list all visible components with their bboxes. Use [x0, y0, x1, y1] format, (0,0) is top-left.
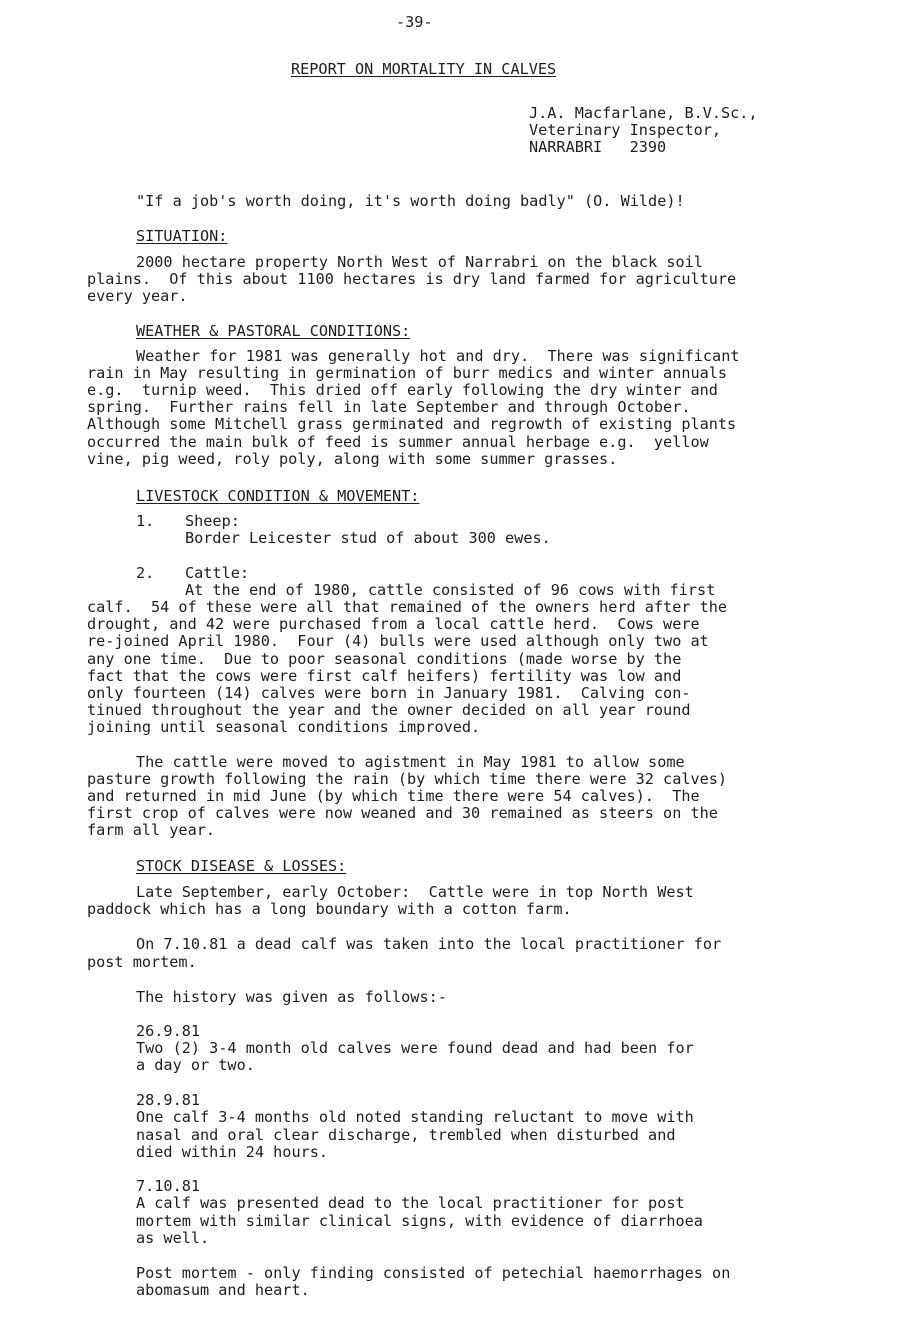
- text-line: vine, pig weed, roly poly, along with some summer grasses.: [87, 450, 618, 468]
- text-line: every year.: [87, 287, 188, 305]
- text-line: paddock which has a long boundary with a cotton farm.: [87, 900, 572, 918]
- text-line: plains. Of this about 1100 hectares is dry land farmed for agriculture: [87, 270, 737, 288]
- text-line: post mortem.: [87, 953, 197, 971]
- cattle-label: Cattle:: [185, 564, 250, 582]
- sheep-text: Border Leicester stud of about 300 ewes.: [185, 529, 551, 547]
- text-line: and returned in mid June (by which time there were 54 calves). The: [87, 787, 700, 805]
- text-line: drought, and 42 were purchased from a local cattle herd. Cows were: [87, 615, 700, 633]
- text-line: The cattle were moved to agistment in May 1981 to allow some: [136, 753, 685, 771]
- text-line: e.g. turnip weed. This dried off early following the dry winter and: [87, 381, 718, 399]
- text-line: tinued throughout the year and the owner decided on all year round: [87, 701, 691, 719]
- text-line: Two (2) 3-4 month old calves were found dead and had been for: [136, 1039, 694, 1057]
- text-line: A calf was presented dead to the local practitioner for post: [136, 1194, 685, 1212]
- text-line: On 7.10.81 a dead calf was taken into the local practitioner for: [136, 935, 722, 953]
- text-line: abomasum and heart.: [136, 1281, 310, 1299]
- text-line: Post mortem - only finding consisted of petechial haemorrhages on: [136, 1264, 731, 1282]
- text-line: re-joined April 1980. Four (4) bulls were used although only two at: [87, 632, 709, 650]
- author-position: Veterinary Inspector,: [529, 121, 722, 139]
- situation-heading: SITUATION:: [136, 227, 228, 245]
- history-intro: The history was given as follows:-: [136, 988, 447, 1006]
- sheep-number: 1.: [136, 512, 155, 530]
- text-line: Although some Mitchell grass germinated and regrowth of existing plants: [87, 415, 737, 433]
- text-line: as well.: [136, 1229, 210, 1247]
- text-line: Late September, early October: Cattle were in top North West: [136, 883, 694, 901]
- text-line: nasal and oral clear discharge, trembled when disturbed and: [136, 1126, 676, 1144]
- text-line: first crop of calves were now weaned and 30 remained as steers on the: [87, 804, 718, 822]
- text-line: died within 24 hours.: [136, 1143, 329, 1161]
- disease-heading: STOCK DISEASE & LOSSES:: [136, 857, 347, 875]
- entry-date: 26.9.81: [136, 1022, 201, 1040]
- text-line: farm all year.: [87, 821, 216, 839]
- author-location: NARRABRI 2390: [529, 138, 667, 156]
- page-number: -39-: [396, 13, 433, 31]
- text-line: occurred the main bulk of feed is summer annual herbage e.g. yellow: [87, 433, 709, 451]
- weather-heading: WEATHER & PASTORAL CONDITIONS:: [136, 322, 411, 340]
- text-line: any one time. Due to poor seasonal conditions (made worse by the: [87, 650, 682, 668]
- text-line: fact that the cows were first calf heifers) fertility was low and: [87, 667, 682, 685]
- text-line: only fourteen (14) calves were born in January 1981. Calving con-: [87, 684, 691, 702]
- entry-date: 28.9.81: [136, 1091, 201, 1109]
- text-line: rain in May resulting in germination of burr medics and winter annuals: [87, 364, 728, 382]
- text-line: One calf 3-4 months old noted standing reluctant to move with: [136, 1108, 694, 1126]
- text-line: mortem with similar clinical signs, with evidence of diarrhoea: [136, 1212, 703, 1230]
- text-line: pasture growth following the rain (by which time there were 32 calves): [87, 770, 728, 788]
- text-line: calf. 54 of these were all that remained of the owners herd after the: [87, 598, 728, 616]
- report-title: REPORT ON MORTALITY IN CALVES: [291, 60, 557, 78]
- epigraph-quote: "If a job's worth doing, it's worth doing badly" (O. Wilde)!: [136, 192, 685, 210]
- text-line: At the end of 1980, cattle consisted of 96 cows with first: [185, 581, 716, 599]
- text-line: a day or two.: [136, 1056, 255, 1074]
- sheep-label: Sheep:: [185, 512, 240, 530]
- author-name: J.A. Macfarlane, B.V.Sc.,: [529, 104, 758, 122]
- text-line: 2000 hectare property North West of Narrabri on the black soil: [136, 253, 703, 271]
- text-line: joining until seasonal conditions improved.: [87, 718, 481, 736]
- cattle-number: 2.: [136, 564, 155, 582]
- text-line: spring. Further rains fell in late September and through October.: [87, 398, 691, 416]
- livestock-heading: LIVESTOCK CONDITION & MOVEMENT:: [136, 487, 420, 505]
- entry-date: 7.10.81: [136, 1177, 201, 1195]
- text-line: Weather for 1981 was generally hot and dry. There was significant: [136, 347, 740, 365]
